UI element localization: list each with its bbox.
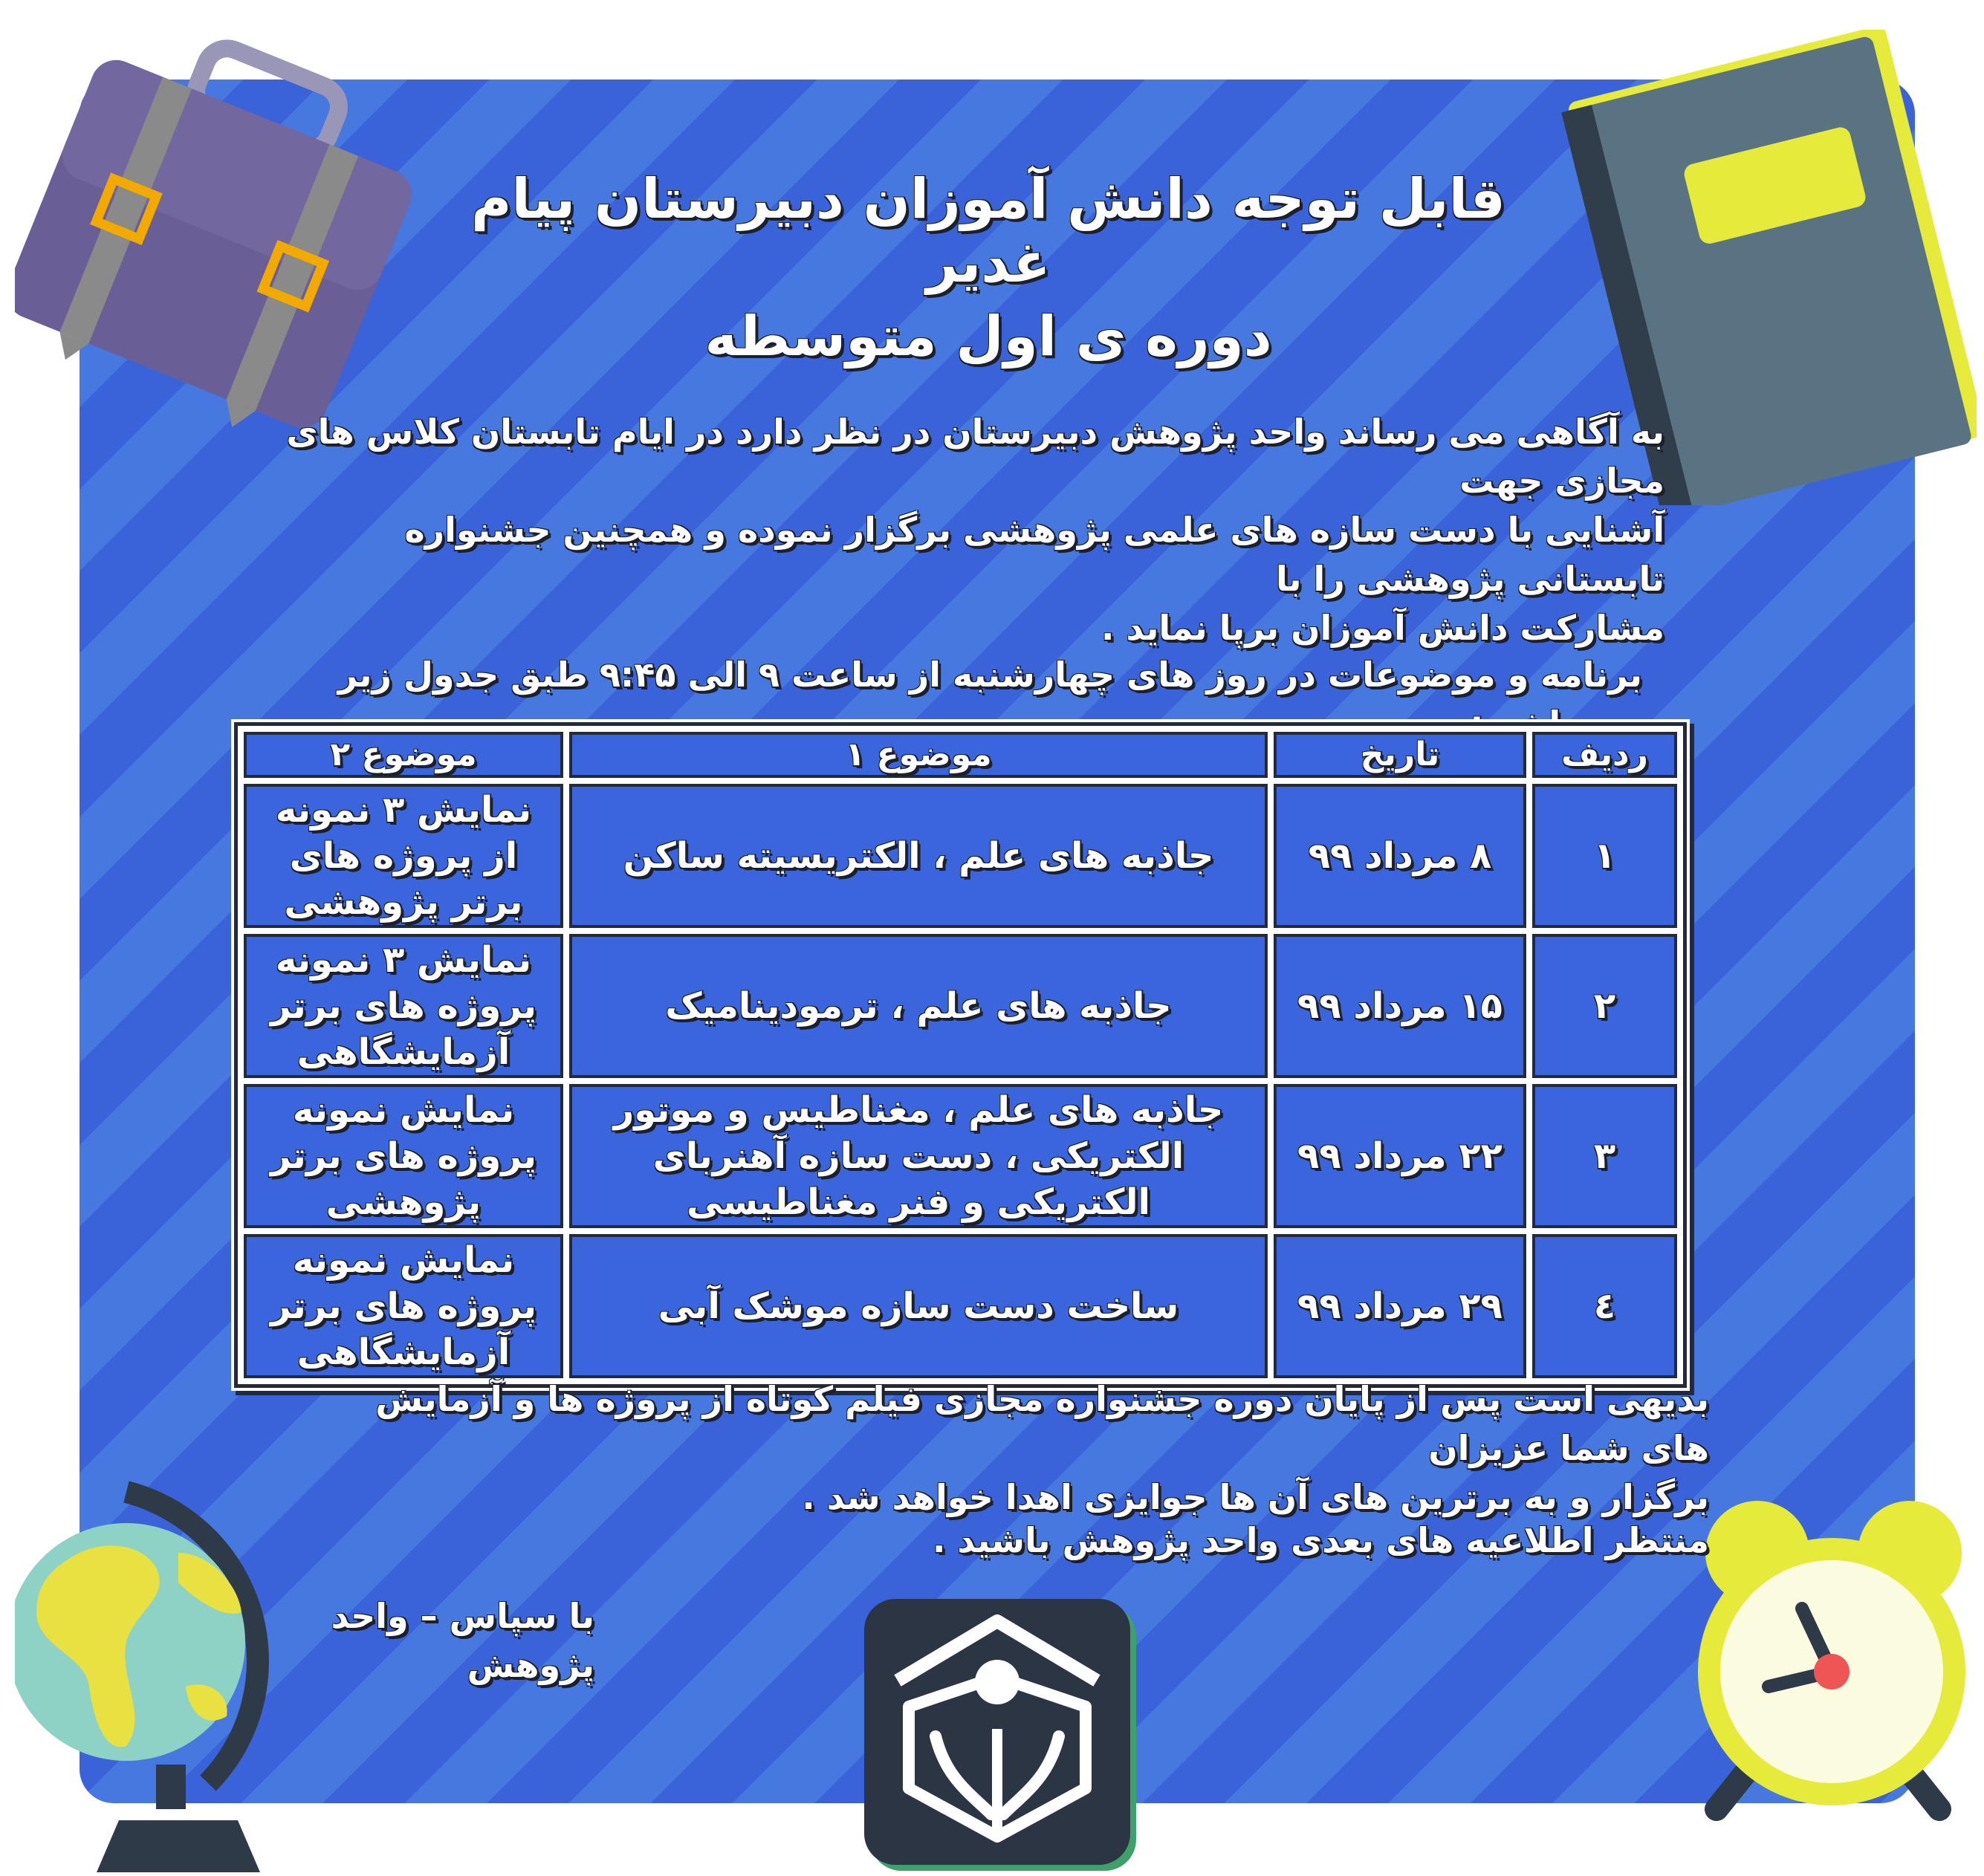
intro-line: آشنایی با دست سازه های علمی پژوهشی برگزار نموده و همچنین جشنواره تابستانی پژوهشی را با xyxy=(404,510,1664,599)
cell-date: ۱۵ مرداد ۹۹ xyxy=(1274,934,1526,1078)
table-row xyxy=(244,1234,1677,1378)
intro-paragraph xyxy=(268,407,1664,652)
table-row xyxy=(244,784,1677,928)
header-topic1: موضوع ۱ xyxy=(569,732,1268,778)
signature: با سپاس – واحد پژوهش xyxy=(331,1596,594,1685)
cell-topic2: نمایش نمونه پروژه های برتر پژوهشی xyxy=(244,1084,563,1228)
page-title: قابل توجه دانش آموزان دبیرستان پیام غدیر xyxy=(471,167,1505,295)
briefcase-icon xyxy=(15,26,416,431)
cell-date: ۸ مرداد ۹۹ xyxy=(1274,784,1526,928)
header-topic2: موضوع ۲ xyxy=(244,732,563,778)
cell-topic1: ساخت دست سازه موشک آبی xyxy=(569,1234,1268,1378)
cell-row-number: ۲ xyxy=(1532,934,1677,1078)
cell-topic2: نمایش نمونه پروژه های برتر آزمایشگاهی xyxy=(244,1234,563,1378)
table-row xyxy=(244,934,1677,1078)
intro-line: مشارکت دانش آموزان برپا نماید . xyxy=(1101,608,1664,648)
cell-topic1: جاذبه های علم ، مغناطیس و موتور الکتریکی ، دست سازه آهنربای الکتریکی و فنر مغناطیسی xyxy=(569,1084,1268,1228)
cell-date: ۲۹ مرداد ۹۹ xyxy=(1274,1234,1526,1378)
header-date: تاریخ xyxy=(1274,732,1526,778)
cell-topic2: نمایش ۳ نمونه از پروژه های برتر پژوهشی xyxy=(244,784,563,928)
table-row xyxy=(244,1084,1677,1228)
table-header-row xyxy=(244,732,1677,778)
cell-date: ۲۲ مرداد ۹۹ xyxy=(1274,1084,1526,1228)
schedule-intro: برنامه و موضوعات در روز های چهارشنبه از ساعت ۹ الی ۹:۴۵ طبق جدول زیر xyxy=(337,655,1642,695)
await-announcement: منتظر اطلاعیه های بعدی واحد پژوهش باشید . xyxy=(932,1520,1709,1560)
festival-paragraph xyxy=(312,1374,1709,1522)
cell-topic2: نمایش ۳ نمونه پروژه های برتر آزمایشگاهی xyxy=(244,934,563,1078)
cell-topic1: جاذبه های علم ، الکتریسیته ساکن xyxy=(569,784,1268,928)
festival-line: بدیهی است پس از پایان دوره جشنواره مجازی فیلم کوتاه از پروژه ها و آزمایش های شما عزیزان xyxy=(375,1379,1709,1468)
alarm-clock-icon xyxy=(1687,1482,1980,1831)
page-subtitle: دوره ی اول متوسطه xyxy=(704,305,1272,369)
cell-row-number: ٤ xyxy=(1532,1234,1677,1378)
festival-line: برگزار و به برترین های آن ها جوایزی اهدا خواهد شد . xyxy=(802,1477,1709,1517)
cell-row-number: ۳ xyxy=(1532,1084,1677,1228)
cell-topic1: جاذبه های علم ، ترمودینامیک xyxy=(569,934,1268,1078)
cell-row-number: ۱ xyxy=(1532,784,1677,928)
school-logo-icon xyxy=(864,1599,1141,1876)
intro-line: به آگاهی می رساند واحد پژوهش دبیرستان در نظر دارد در ایام تابستان کلاس های مجازی جهت xyxy=(286,412,1664,501)
header-row-number: ردیف xyxy=(1532,732,1677,778)
schedule-table xyxy=(234,722,1687,1388)
